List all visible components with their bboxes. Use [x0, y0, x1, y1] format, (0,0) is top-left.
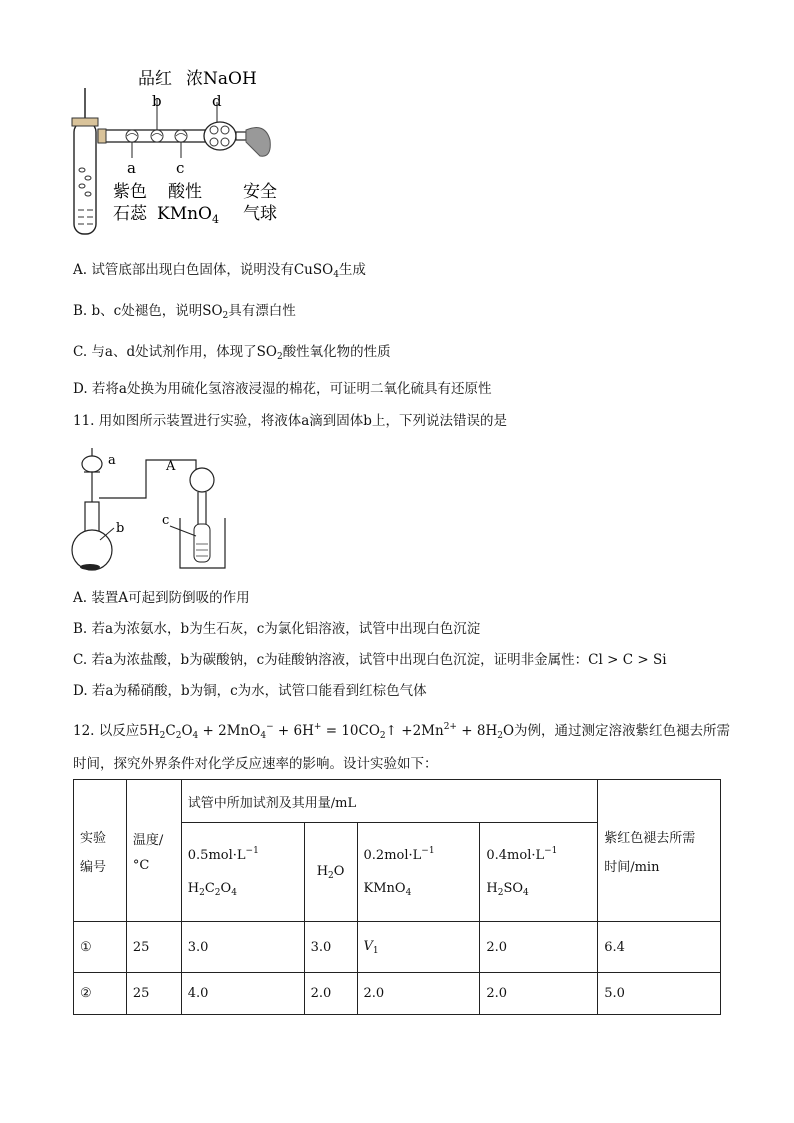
label-pinhong: 品红	[138, 69, 172, 89]
label-acidic: 酸性	[168, 182, 202, 202]
so2-apparatus-diagram	[60, 60, 310, 250]
label-kmno4: KMnO$_4$	[157, 204, 219, 226]
q10-option-a: A. 试管底部出现白色固体，说明没有CuSO$_4$生成	[73, 262, 366, 280]
letter-a: a	[127, 159, 136, 177]
label-safety: 安全	[243, 182, 277, 202]
cell-h2c2o4: 3.0	[181, 922, 304, 973]
reaction-equation: $5H_2C_2O_4 + 2MnO_4^- + 6H^+$ = $10CO_2↑ +2Mn^{2+} + 8H_2O$	[139, 722, 515, 741]
q11-option-d: D. 若a为稀硝酸，b为铜，c为水，试管口能看到红棕色气体	[73, 683, 427, 699]
cell-kmno4: 2.0	[357, 973, 480, 1015]
letter-b: b	[116, 521, 125, 536]
q10-option-b: B. b、c处褪色，说明$SO_2$具有漂白性	[73, 303, 296, 321]
q12-stem-line1: 12. 以反应$5H_2C_2O_4 + 2MnO_4^- + 6H^+$ = $10CO_2↑ +2Mn^{2+} + 8H_2O$为例，通过测定溶液紫红色褪去所需	[73, 722, 731, 741]
cell-h2so4: 2.0	[480, 922, 598, 973]
label-naoh: 浓NaOH	[186, 69, 257, 89]
cell-temp: 25	[126, 973, 181, 1015]
cell-time: 5.0	[598, 973, 721, 1015]
cell-h2o: 2.0	[304, 973, 357, 1015]
header-exp-no: 实验 编号	[74, 780, 127, 922]
letter-b: b	[152, 92, 162, 110]
experiment-table	[73, 779, 721, 1015]
header-temp: 温度/ °C	[126, 780, 181, 922]
anti-suckback-apparatus-diagram	[70, 440, 250, 580]
label-balloon: 气球	[243, 204, 277, 224]
letter-d: d	[212, 92, 222, 110]
cell-id: ①	[74, 922, 127, 973]
letter-a: a	[108, 453, 116, 468]
cell-temp: 25	[126, 922, 181, 973]
cell-time: 6.4	[598, 922, 721, 973]
q11-option-b: B. 若a为浓氨水，b为生石灰，c为氯化铝溶液，试管中出现白色沉淀	[73, 621, 481, 637]
header-kmno4: $0.2mol\cdot L^{-1}$ KMnO$_4$	[357, 823, 480, 922]
label-litmus: 石蕊	[113, 204, 147, 224]
table-row	[74, 973, 721, 1015]
header-h2c2o4: $0.5mol\cdot L^{-1}$ $H_2C_2O_4$	[181, 823, 304, 922]
cell-h2so4: 2.0	[480, 973, 598, 1015]
q12-stem-line2: 时间，探究外界条件对化学反应速率的影响。设计实验如下：	[73, 756, 438, 772]
q11-stem: 11. 用如图所示装置进行实验，将液体a滴到固体b上，下列说法错误的是	[73, 413, 507, 429]
cell-id: ②	[74, 973, 127, 1015]
header-h2so4: $0.4mol\cdot L^{-1}$ $H_2SO_4$	[480, 823, 598, 922]
q10-option-c: C. 与a、d处试剂作用，体现了$SO_2$酸性氧化物的性质	[73, 344, 391, 362]
cell-kmno4: $V_1$	[357, 922, 480, 973]
header-h2o: $H_2O$	[304, 823, 357, 922]
label-purple: 紫色	[113, 182, 147, 202]
letter-A: A	[166, 459, 176, 474]
q10-option-d: D. 若将a处换为用硫化氢溶液浸湿的棉花，可证明二氧化硫具有还原性	[73, 381, 492, 397]
q11-option-c: C. 若a为浓盐酸，b为碳酸钠，c为硅酸钠溶液，试管中出现白色沉淀，证明非金属性：Cl > C > Si	[73, 652, 667, 668]
cell-h2c2o4: 4.0	[181, 973, 304, 1015]
header-time: 紫红色褪去所需 时间/min	[598, 780, 721, 922]
letter-c: c	[176, 159, 185, 177]
letter-c: c	[162, 513, 170, 528]
q11-option-a: A. 装置A可起到防倒吸的作用	[73, 590, 250, 606]
cell-h2o: 3.0	[304, 922, 357, 973]
table-row	[74, 922, 721, 973]
header-reagents-group: 试管中所加试剂及其用量/mL	[181, 780, 597, 823]
